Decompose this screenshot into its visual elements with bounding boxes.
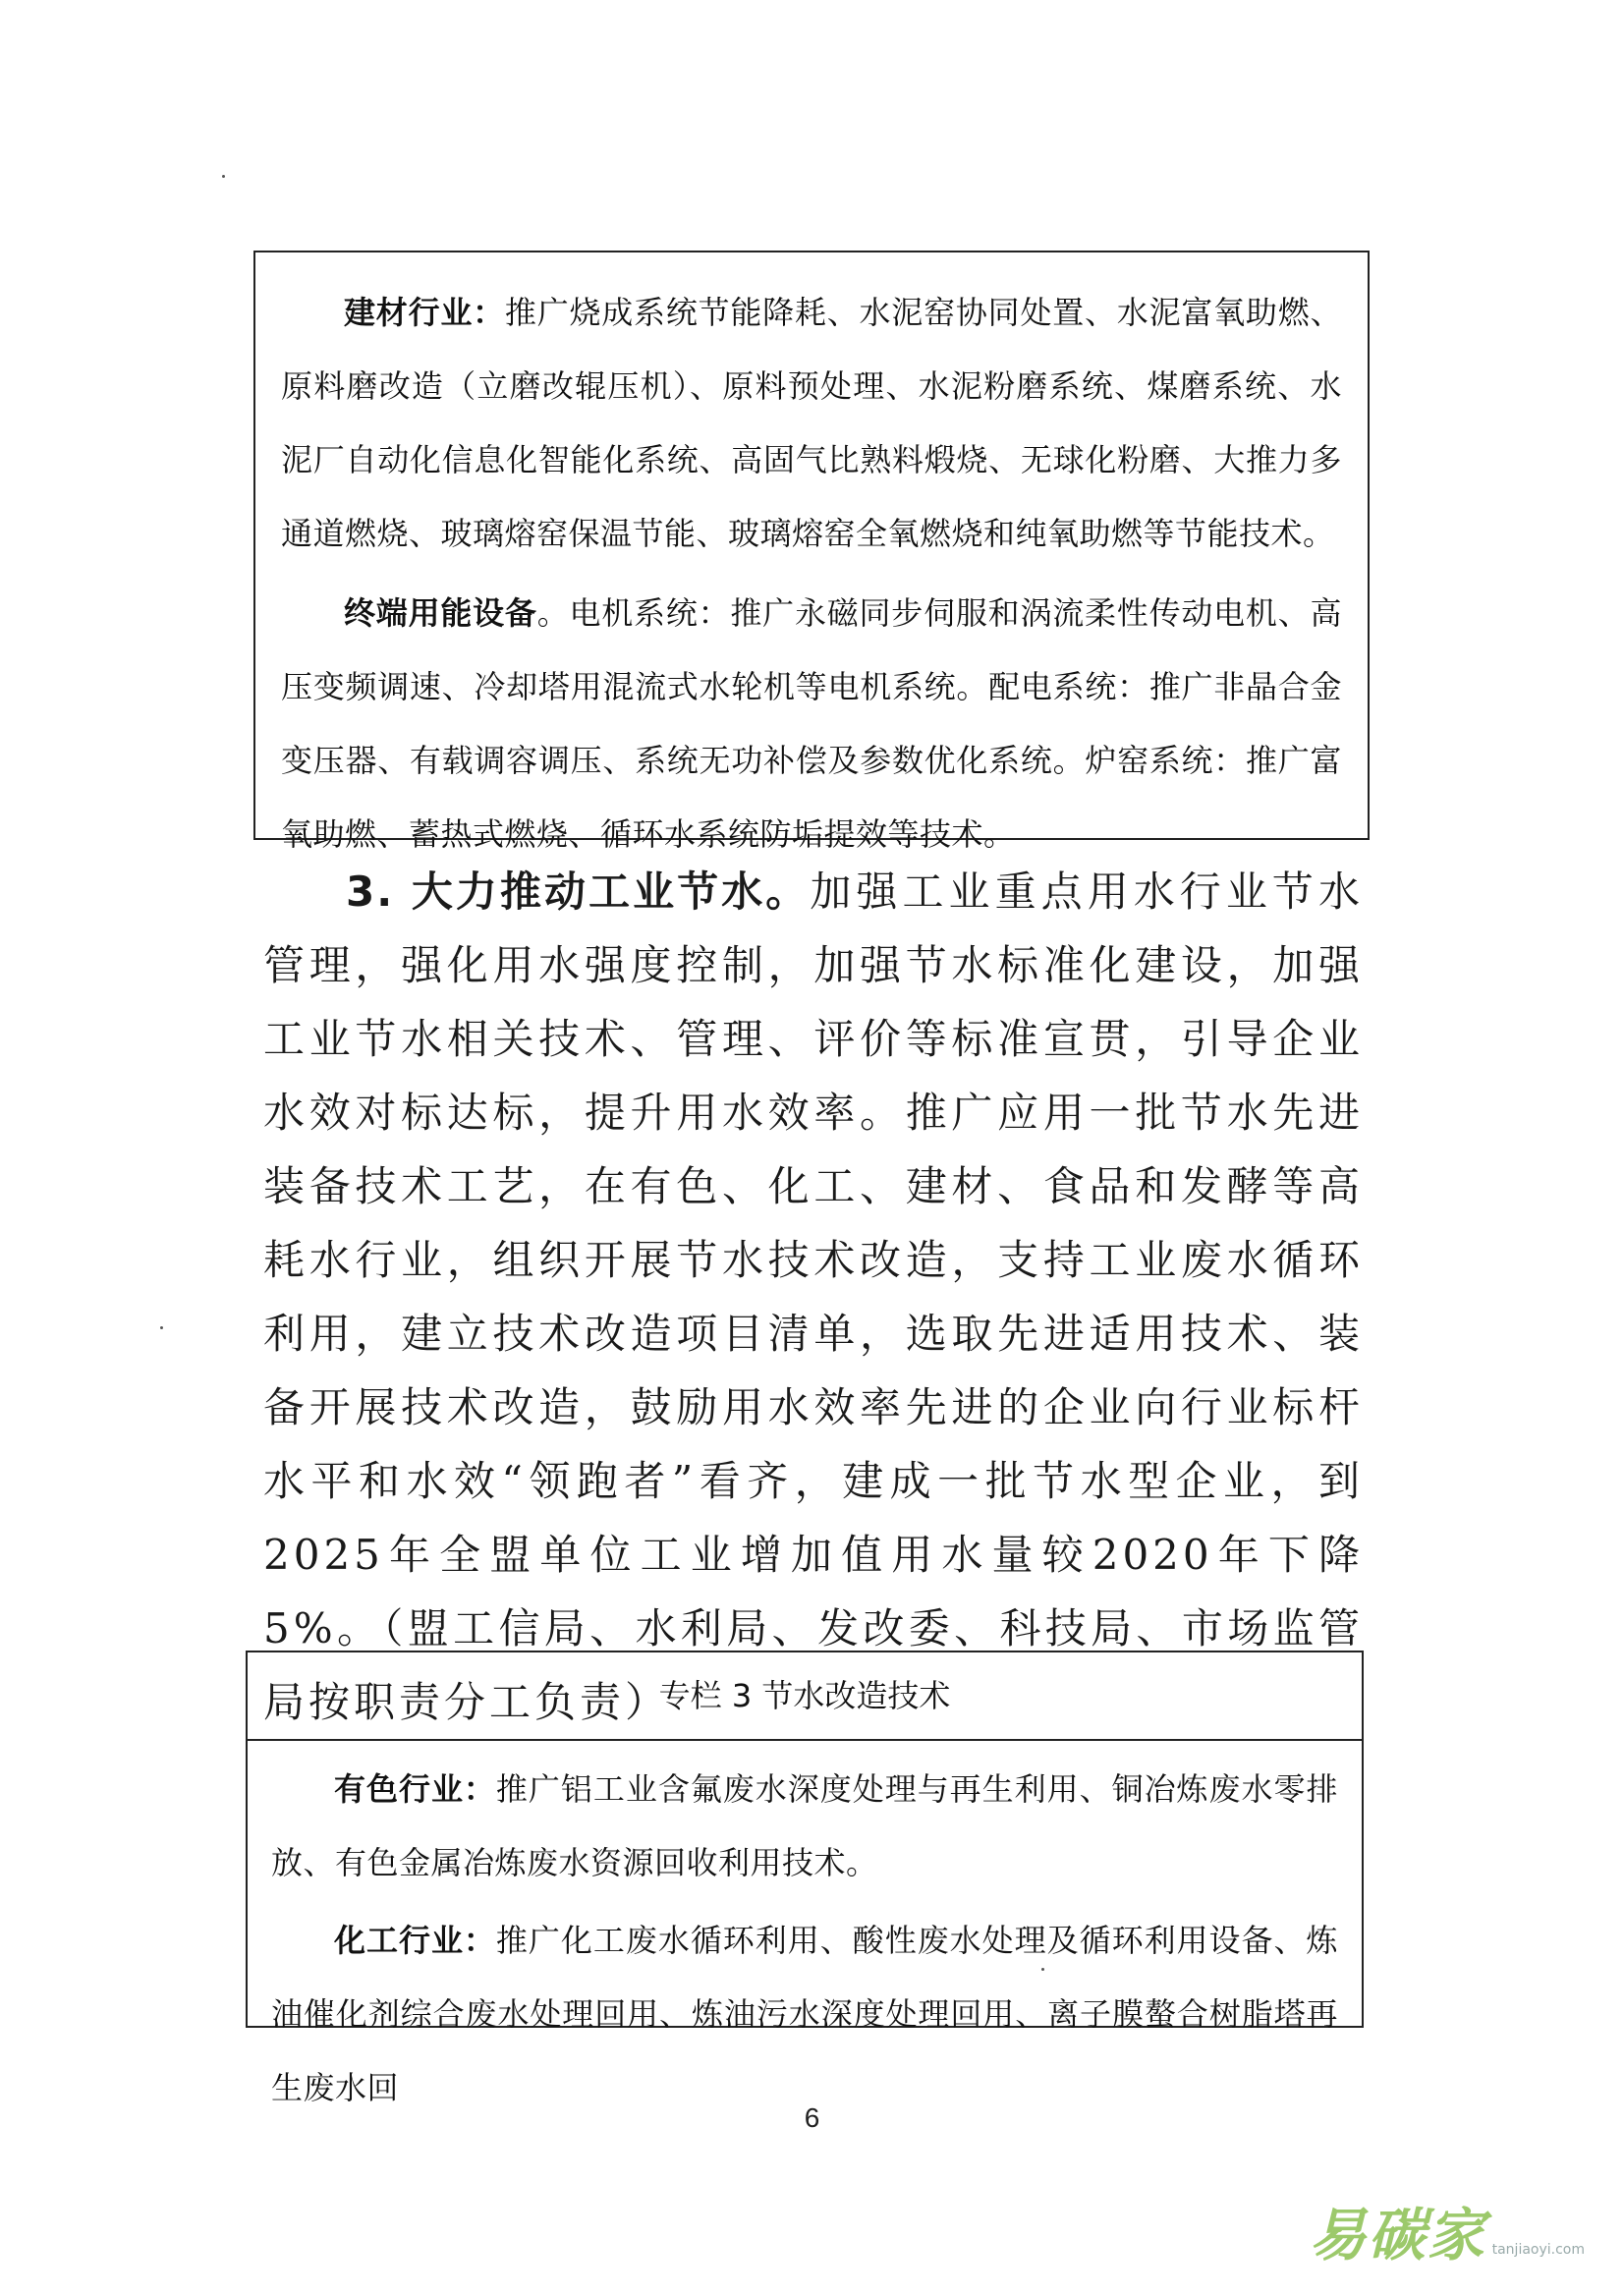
terminal-equipment-text: 。电机系统：推广永磁同步伺服和涡流柔性传动电机、高压变频调速、冷却塔用混流式水轮机等电机系统。配电系统：推广非晶合金变压器、有载调容调压、系统无功补偿及参数优化系统。炉窑系统：推广富氧助燃、蓄热式燃烧、循环水系统防垢提效等技术。 — [281, 594, 1342, 853]
building-materials-label: 建材行业： — [344, 294, 505, 331]
chemical-text: 推广化工废水循环利用、酸性废水处理及循环利用设备、炼油催化剂综合废水处理回用、炼油污水深度处理回用、离子膜螯合树脂塔再生废水回 — [271, 1922, 1338, 2106]
nonferrous-paragraph — [271, 1753, 1338, 1900]
building-materials-paragraph — [281, 276, 1342, 571]
scan-speck — [222, 175, 225, 178]
watermark-logo — [1310, 2189, 1585, 2271]
terminal-equipment-label: 终端用能设备 — [344, 594, 537, 632]
section-body: 加强工业重点用水行业节水管理，强化用水强度控制，加强节水标准化建设，加强工业节水相关技术、管理、评价等标准宣贯，引导企业水效对标达标，提升用水效率。推广应用一批节水先进装备技术工艺，在有色、化工、建材、食品和发酵等高耗水行业，组织开展节水技术改造，支持工业废水循环利用，建立技术改造项目清单，选取先进适用技术、装备开展技术改造，鼓励用水效率先进的企业向行业标杆水平和水效“领跑者”看齐，建成一批节水型企业，到2025年全盟单位工业增加值用水量较2020年下降5%。（盟工信局、水利局、发改委、科技局、市场监管局按职责分工负责） — [263, 868, 1364, 1726]
terminal-equipment-paragraph — [281, 577, 1342, 871]
scan-speck — [160, 1326, 163, 1329]
industrial-water-saving-paragraph — [263, 855, 1364, 1739]
watermark-text: 易碳家 — [1309, 2202, 1486, 2268]
chemical-paragraph — [271, 1904, 1338, 2125]
building-materials-text: 推广烧成系统节能降耗、水泥窑协同处置、水泥富氧助燃、原料磨改造（立磨改辊压机）、原料预处理、水泥粉磨系统、煤磨系统、水泥厂自动化信息化智能化系统、高固气比熟料煅烧、无球化粉磨、大推力多通道燃烧、玻璃熔窑保温节能、玻璃熔窑全氧燃烧和纯氧助燃等节能技术。 — [281, 294, 1342, 552]
chemical-label: 化工行业： — [334, 1922, 496, 1959]
watermark-url: tanjiaoyi.com — [1491, 2242, 1585, 2258]
nonferrous-label: 有色行业： — [334, 1770, 496, 1808]
water-saving-tech-box — [246, 1651, 1364, 2106]
box-title: 专栏 3 节水改造技术 — [248, 1652, 1362, 1741]
nonferrous-text: 推广铝工业含氟废水深度处理与再生利用、铜冶炼废水零排放、有色金属冶炼废水资源回收利用技术。 — [271, 1770, 1338, 1881]
section-heading: 3. 大力推动工业节水。 — [346, 868, 811, 916]
page-number: 6 — [804, 2102, 820, 2133]
energy-saving-tech-box — [253, 251, 1370, 853]
